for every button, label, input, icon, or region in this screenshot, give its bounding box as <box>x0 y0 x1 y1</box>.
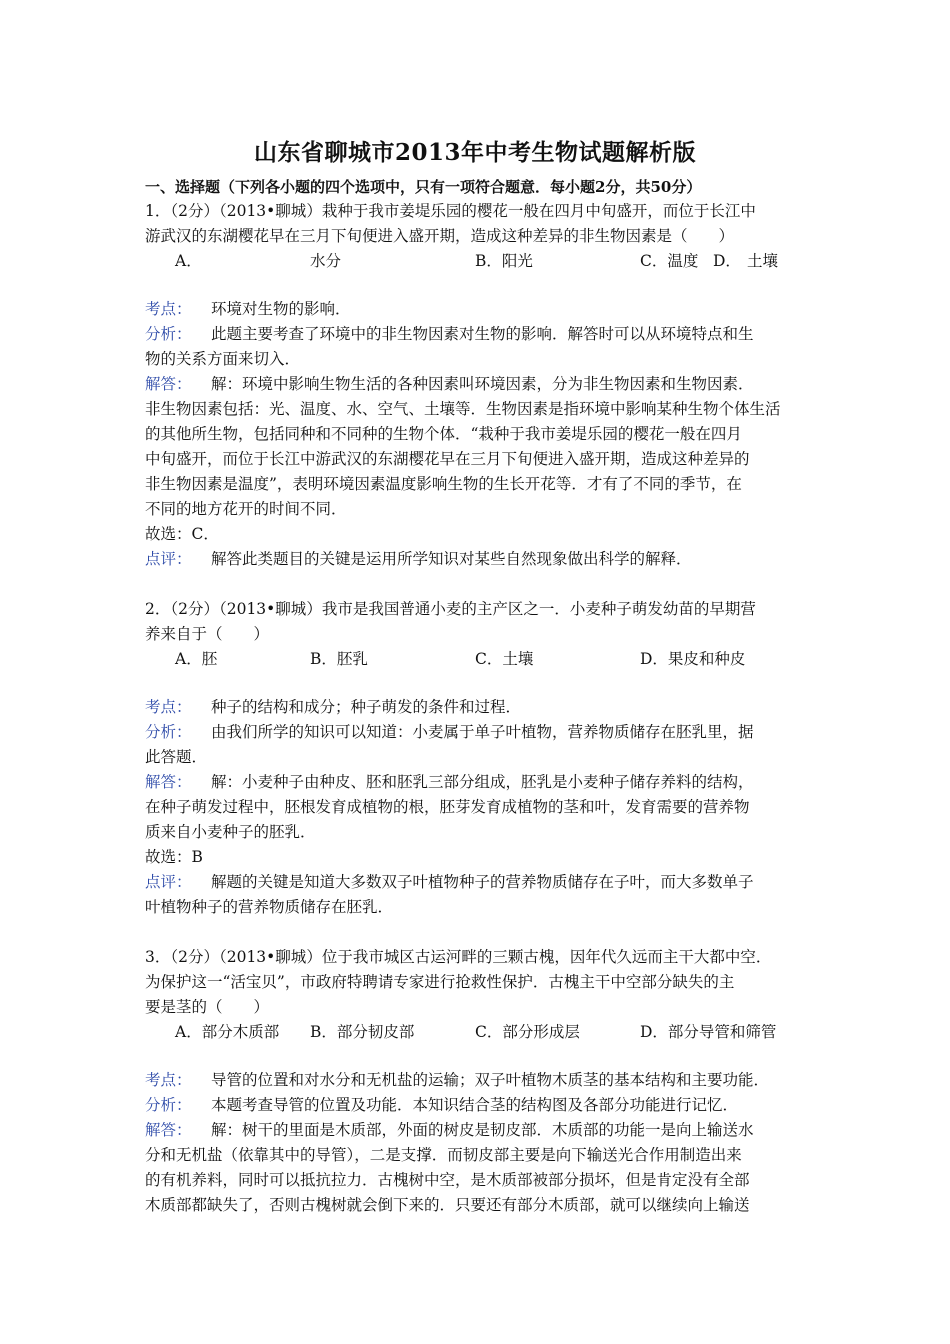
q2-option-c: C．土壤 <box>475 650 534 668</box>
q1-option-c: C．温度 <box>640 252 699 270</box>
q2-jieda-line-2: 在种子萌发过程中，胚根发育成植物的根，胚芽发育成植物的茎和叶，发育需要的营养物 <box>145 798 750 816</box>
question-3 <box>145 945 817 1218</box>
q1-jieda-line-3: 的其他所生物，包括同种和不同种的生物个体．“栽种于我市姜堤乐园的樱花一般在四月 <box>145 425 742 443</box>
q2-stem-line-2: 养来自于（ ） <box>145 625 270 643</box>
q2-options <box>145 647 817 672</box>
question-1 <box>145 199 817 572</box>
q2-answer: 故选：B <box>145 848 203 866</box>
q3-jieda: 解答： 解：树干的里面是木质部，外面的树皮是韧皮部．木质部的功能一是向上输送水 <box>145 1118 817 1143</box>
dianping-label: 点评： <box>145 873 192 891</box>
kaodian-label: 考点： <box>145 1071 192 1089</box>
q1-option-a-text: 水分 <box>310 252 342 270</box>
q1-jieda-line-4: 中旬盛开，而位于长江中游武汉的东湖樱花早在三月下旬便进入盛开期，造成这种差异的 <box>145 450 750 468</box>
q1-jieda-line-2: 非生物因素包括：光、温度、水、空气、土壤等．生物因素是指环境中影响某种生物个体生活 <box>145 400 781 418</box>
question-2 <box>145 597 817 920</box>
q1-option-b: B．阳光 <box>475 252 533 270</box>
q1-jieda-line-6: 不同的地方花开的时间不同． <box>145 500 347 518</box>
q1-dianping: 点评： 解答此类题目的关键是运用所学知识对某些自然现象做出科学的解释． <box>145 547 817 572</box>
q3-jieda-line-3: 的有机养料，同时可以抵抗拉力．古槐树中空，是木质部被部分损坏，但是肯定没有全部 <box>145 1171 750 1189</box>
q2-dianping-line-2: 叶植物种子的营养物质储存在胚乳． <box>145 898 394 916</box>
q2-stem-line-1: 2．（2分）（2013•聊城）我市是我国普通小麦的主产区之一．小麦种子萌发幼苗的早期营 <box>145 600 756 618</box>
q1-fenxi-line-2: 物的关系方面来切入． <box>145 350 301 368</box>
q1-option-d-label: D． <box>713 252 741 270</box>
q3-options <box>145 1020 817 1045</box>
q1-stem-line-2: 游武汉的东湖樱花早在三月下旬便进入盛开期，造成这种差异的非生物因素是（ ） <box>145 227 735 245</box>
q1-answer: 故选：C． <box>145 525 219 543</box>
q3-option-c: C．部分形成层 <box>475 1023 580 1041</box>
fenxi-label: 分析： <box>145 1096 192 1114</box>
page-title: 山东省聊城市2013年中考生物试题解析版 <box>253 139 696 166</box>
q2-fenxi-line-2: 此答题． <box>145 748 208 766</box>
q3-option-b: B．部分韧皮部 <box>310 1023 415 1041</box>
q2-option-b: B．胚乳 <box>310 650 368 668</box>
fenxi-label: 分析： <box>145 723 192 741</box>
jieda-label: 解答： <box>145 1121 192 1139</box>
q1-kaodian: 考点： 环境对生物的影响． <box>145 297 817 322</box>
q1-option-a-label: A． <box>175 252 202 270</box>
jieda-label: 解答： <box>145 773 192 791</box>
q3-fenxi: 分析： 本题考查导管的位置及功能．本知识结合茎的结构图及各部分功能进行记忆． <box>145 1093 817 1118</box>
q1-jieda: 解答： 解：环境中影响生物生活的各种因素叫环境因素，分为非生物因素和生物因素． <box>145 372 817 397</box>
kaodian-label: 考点： <box>145 698 192 716</box>
q1-stem-line-1: 1．（2分）（2013•聊城）栽种于我市姜堤乐园的樱花一般在四月中旬盛开，而位于长江中 <box>145 202 756 220</box>
jieda-label: 解答： <box>145 375 192 393</box>
q2-option-d: D．果皮和种皮 <box>640 650 746 668</box>
q2-kaodian: 考点： 种子的结构和成分；种子萌发的条件和过程． <box>145 695 817 720</box>
dianping-label: 点评： <box>145 550 192 568</box>
section-heading: 一、选择题（下列各小题的四个选项中，只有一项符合题意．每小题2分，共50分） <box>145 178 702 196</box>
fenxi-label: 分析： <box>145 325 192 343</box>
q1-jieda-line-5: 非生物因素是温度”，表明环境因素温度影响生物的生长开花等．才有了不同的季节，在 <box>145 475 742 493</box>
q3-stem-line-1: 3．（2分）（2013•聊城）位于我市城区古运河畔的三颗古槐，因年代久远而主干大都中空． <box>145 948 772 966</box>
q3-stem-line-2: 为保护这一“活宝贝”，市政府特聘请专家进行抢救性保护．古槐主干中空部分缺失的主 <box>145 973 735 991</box>
q3-stem-line-3: 要是茎的（ ） <box>145 998 270 1016</box>
q3-kaodian: 考点： 导管的位置和对水分和无机盐的运输；双子叶植物木质茎的基本结构和主要功能． <box>145 1068 817 1093</box>
q1-fenxi: 分析： 此题主要考查了环境中的非生物因素对生物的影响．解答时可以从环境特点和生 <box>145 322 817 347</box>
q3-option-a: A．部分木质部 <box>175 1023 280 1041</box>
q1-options <box>145 249 817 274</box>
q3-jieda-line-2: 分和无机盐（依靠其中的导管），二是支撑．而韧皮部主要是向下输送光合作用制造出来 <box>145 1146 742 1164</box>
q1-option-d-text: 土壤 <box>747 252 779 270</box>
q2-jieda-line-3: 质来自小麦种子的胚乳． <box>145 823 316 841</box>
q2-option-a: A．胚 <box>175 650 218 668</box>
q2-fenxi: 分析： 由我们所学的知识可以知道：小麦属于单子叶植物，营养物质储存在胚乳里，据 <box>145 720 817 745</box>
q2-jieda: 解答： 解：小麦种子由种皮、胚和胚乳三部分组成，胚乳是小麦种子储存养料的结构， <box>145 770 817 795</box>
q3-option-d: D．部分导管和筛管 <box>640 1023 777 1041</box>
kaodian-label: 考点： <box>145 300 192 318</box>
q2-dianping: 点评： 解题的关键是知道大多数双子叶植物种子的营养物质储存在子叶，而大多数单子 <box>145 870 817 895</box>
q3-jieda-line-4: 木质部都缺失了，否则古槐树就会倒下来的．只要还有部分木质部，就可以继续向上输送 <box>145 1196 750 1214</box>
